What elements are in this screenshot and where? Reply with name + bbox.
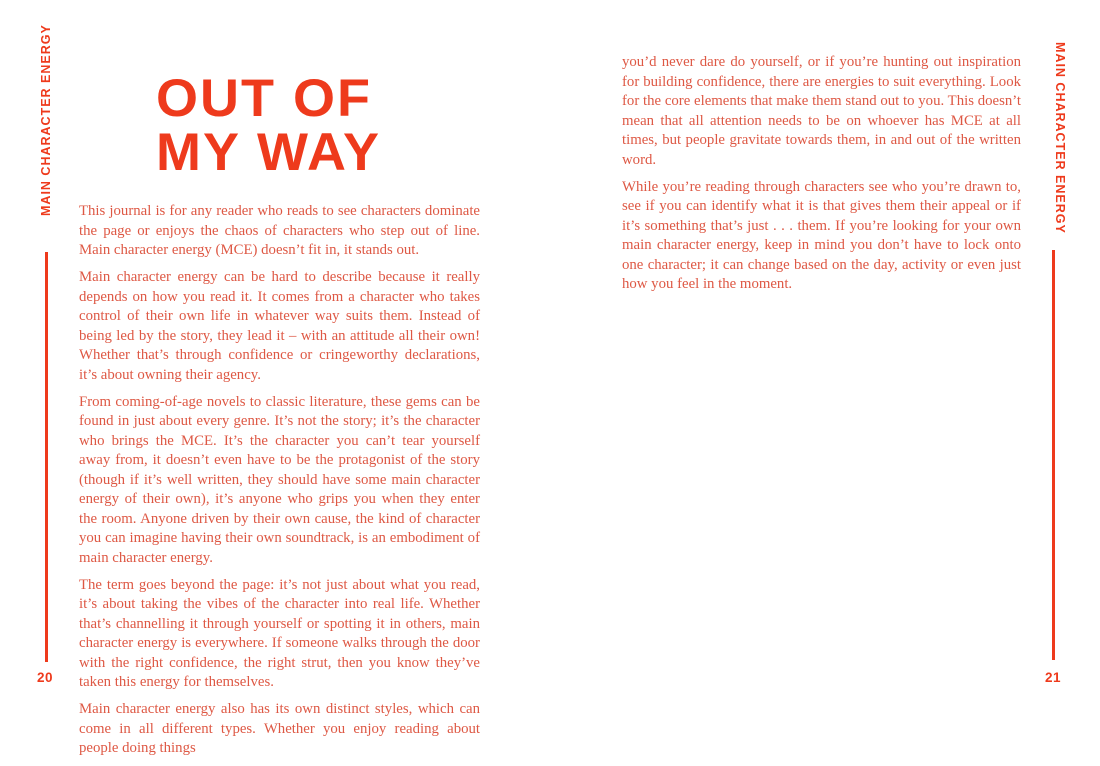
- running-head-right: MAIN CHARACTER ENERGY: [1053, 42, 1067, 234]
- chapter-title: [156, 69, 382, 182]
- body-text-right: [622, 53, 1021, 302]
- paragraph: you’d never dare do yourself, or if you’re hunting out inspiration for building confidence, there are energies to suit everything. Look for the core elements that make them stand out to you. This doesn’t mean that all attention needs to be on whoever has MCE at all times, but people gravitate towards them, in and out of the written word.: [622, 54, 1021, 168]
- running-head-left: MAIN CHARACTER ENERGY: [39, 24, 53, 216]
- paragraph: Main character energy can be hard to describe because it really depends on how you read it. It comes from a character who takes control of their own life in whatever way suits them. Instead of being led by the story, they lead it – with an attitude all their own! Whether that’s through confidence or cringeworthy declarations, it’s about owning their agency.: [79, 269, 480, 383]
- paragraph: This journal is for any reader who reads to see characters dominate the page or enjoys the chaos of characters who step out of line. Main character energy (MCE) doesn’t fit in, it stands out.: [79, 203, 480, 258]
- paragraph: From coming-of-age novels to classic literature, these gems can be found in just about every genre. It’s not the story; it’s the character who brings the MCE. It’s the character you can’t tear yourself away from, it doesn’t even have to be the protagonist of the story (though if it’s well written, they should have some main character energy of their own), it’s anyone who grips you when they enter the room. Anyone driven by their own cause, the kind of character you can imagine having their own soundtrack, is an embodiment of main character energy.: [79, 393, 480, 566]
- margin-rule-left: [45, 252, 48, 662]
- chapter-title-line2: MY WAY: [156, 122, 382, 182]
- body-text-left: [79, 202, 480, 766]
- paragraph: While you’re reading through characters see who you’re drawn to, see if you can identify what it is that gives them their appeal or if it’s something that’s just . . . them. If you’re looking for your own main character energy, keep in mind you don’t have to lock onto one character; it can change based on the day, activity or even just how you feel in the moment.: [622, 178, 1021, 292]
- paragraph: Main character energy also has its own distinct styles, which can come in all different types. Whether you enjoy reading about people doing things: [79, 701, 480, 756]
- page-number-right: 21: [1045, 670, 1062, 685]
- page-number-left: 20: [37, 670, 54, 685]
- chapter-title-line1: OUT OF: [156, 69, 372, 128]
- margin-rule-right: [1052, 250, 1055, 660]
- paragraph: The term goes beyond the page: it’s not just about what you read, it’s about taking the vibes of the character into real life. Whether that’s channelling it through yourself or spotting it in others, main character energy is everywhere. If someone walks through the door with the right confidence, the right strut, then you know they’ve taken this energy for themselves.: [79, 576, 480, 690]
